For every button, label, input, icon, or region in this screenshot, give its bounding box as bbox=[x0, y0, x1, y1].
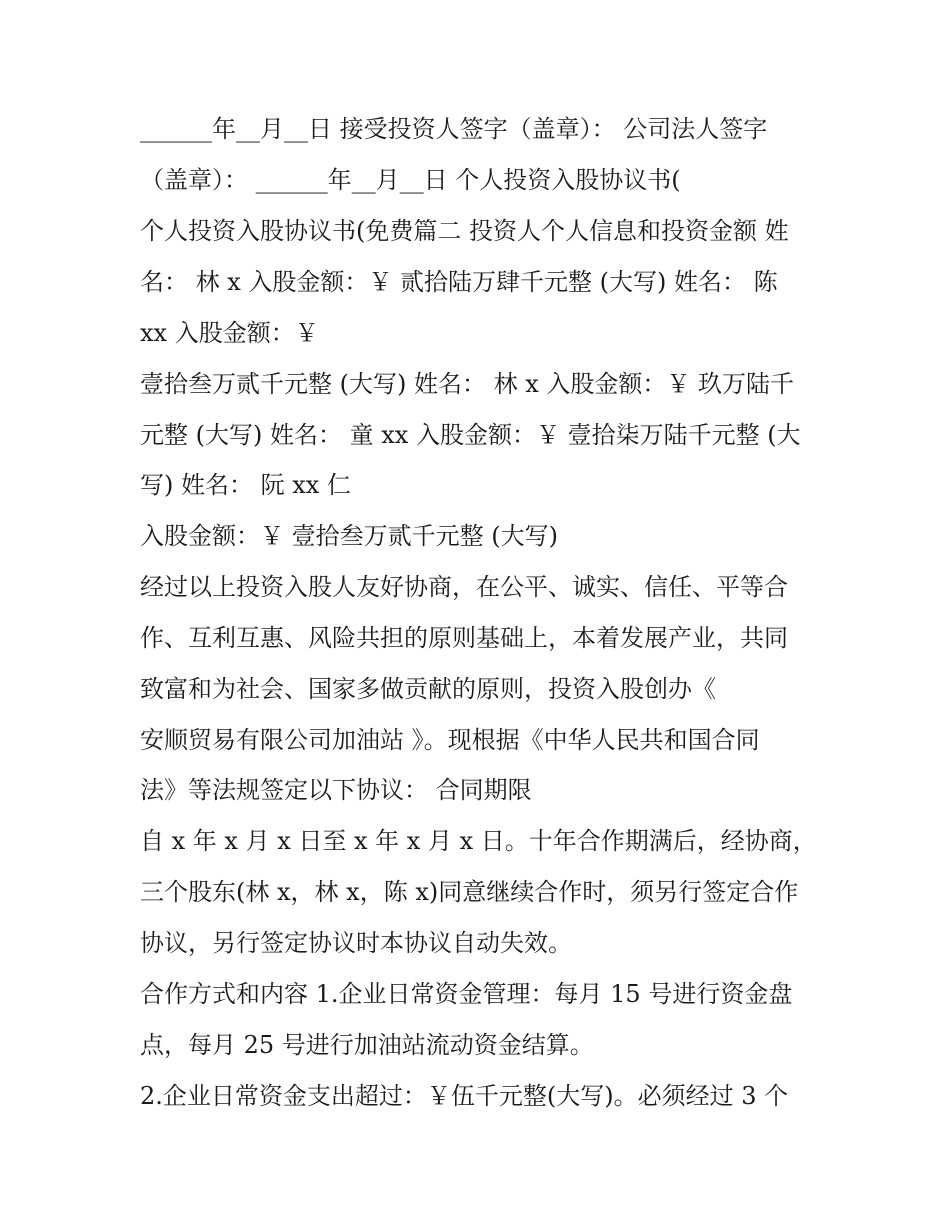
text-line: 名： 林 x 入股金额：￥ 贰拾陆万肆千元整 (大写) 姓名： 陈 bbox=[140, 268, 778, 296]
text-line: xx 入股金额：￥ bbox=[140, 319, 319, 347]
text-line: ______年__月__日 接受投资人签字（盖章）： 公司法人签字 bbox=[140, 115, 768, 143]
text-line: 作、互利互惠、风险共担的原则基础上，本着发展产业，共同 bbox=[140, 624, 788, 652]
text-line: 写) 姓名： 阮 xx 仁 bbox=[140, 471, 351, 499]
text-line: 入股金额：￥ 壹拾叁万贰千元整 (大写) bbox=[140, 522, 558, 550]
text-line: 经过以上投资入股人友好协商，在公平、诚实、信任、平等合 bbox=[140, 573, 788, 601]
text-line: 合作方式和内容 1.企业日常资金管理：每月 15 号进行资金盘 bbox=[140, 980, 793, 1008]
text-line: 个人投资入股协议书(免费篇二 投资人个人信息和投资金额 姓 bbox=[140, 217, 789, 245]
text-line: 法》等法规签定以下协议： 合同期限 bbox=[140, 776, 532, 804]
text-line: 壹拾叁万贰千元整 (大写) 姓名： 林 x 入股金额：￥ 玖万陆千 bbox=[140, 370, 795, 398]
text-line: 自 x 年 x 月 x 日至 x 年 x 月 x 日。十年合作期满后，经协商， bbox=[140, 827, 817, 855]
text-line: 致富和为社会、国家多做贡献的原则，投资入股创办《 bbox=[140, 675, 716, 703]
text-line: 安顺贸易有限公司加油站 》。现根据《中华人民共和国合同 bbox=[140, 726, 760, 754]
text-line: 2.企业日常资金支出超过：￥伍千元整(大写)。必须经过 3 个 bbox=[140, 1082, 789, 1110]
text-line: 点，每月 25 号进行加油站流动资金结算。 bbox=[140, 1031, 594, 1059]
text-line: 元整 (大写) 姓名： 童 xx 入股金额：￥ 壹拾柒万陆千元整 (大 bbox=[140, 421, 801, 449]
text-line: 三个股东(林 x，林 x，陈 x)同意继续合作时，须另行签定合作 bbox=[140, 878, 799, 906]
text-line: （盖章）： ______年__月__日 个人投资入股协议书( bbox=[140, 166, 681, 194]
text-line: 协议，另行签定协议时本协议自动失效。 bbox=[140, 929, 572, 957]
